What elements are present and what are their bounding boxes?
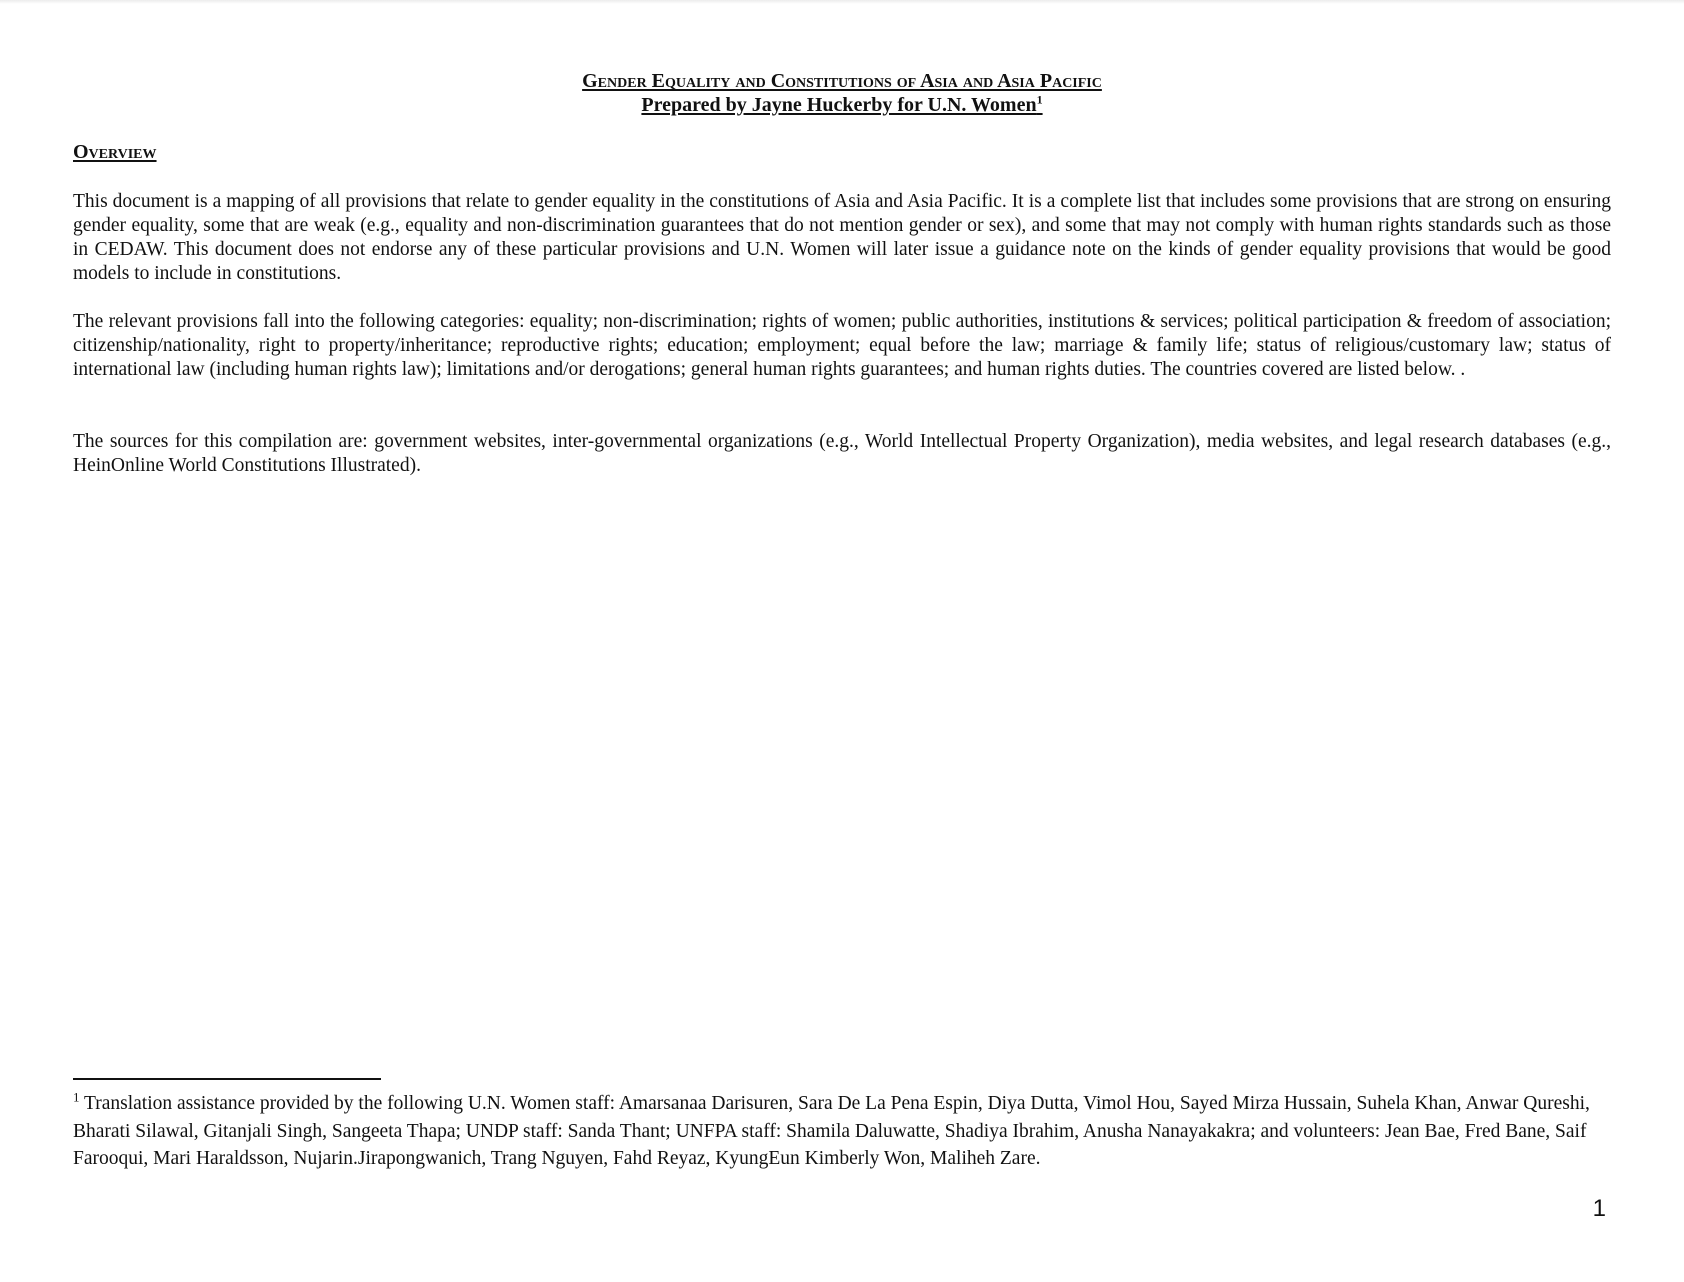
overview-paragraph-2: The relevant provisions fall into the following categories: equality; non-discrimination; rights of women; public authorities, institutions & services; political participation & freedom of association; citizenship/nationality, right to property/inheritance; reproductive rights; education; employment; equal before the law; marriage & family life; status of religious/customary law; status of international law (including human rights law); limitations and/or derogations; general human rights guarantees; and human rights duties. The countries covered are listed below. . — [73, 311, 1611, 380]
document-title — [73, 69, 1611, 93]
page-number: 1 — [1592, 1195, 1606, 1222]
overview-paragraph-1: This document is a mapping of all provisions that relate to gender equality in the constitutions of Asia and Asia Pacific. It is a complete list that includes some provisions that are strong on ensuring gender equality, some that are weak (e.g., equality and non-discrimination guarantees that do not mention gender or sex), and some that may not comply with human rights standards such as those in CEDAW. This document does not endorse any of these particular provisions and U.N. Women will later issue a guidance note on the kinds of gender equality provisions that would be good models to include in constitutions. — [73, 191, 1611, 284]
document-subtitle-text: Prepared by Jayne Huckerby for U.N. Women — [641, 94, 1037, 116]
footnote — [73, 1090, 1611, 1173]
document-page — [73, 0, 1611, 1282]
document-title-text: Gender Equality and Constitutions of Asia and Asia Pacific — [582, 70, 1102, 92]
document-title-block — [73, 69, 1611, 117]
section-heading-overview: Overview — [73, 141, 157, 163]
footnote-text: Translation assistance provided by the following U.N. Women staff: Amarsanaa Darisuren, Sara De La Pena Espin, Diya Dutta, Vimol Hou, Sayed Mirza Hussain, Suhela Khan, Anwar Qureshi, Bharati Silawal, Gitanjali Singh, Sangeeta Thapa; UNDP staff: Sanda Thant; UNFPA staff: Shamila Daluwatte, Shadiya Ibrahim, Anusha Nanayakakra; and volunteers: Jean Bae, Fred Bane, Saif Farooqui, Mari Haraldsson, Nujarin.Jirapongwanich, Trang Nguyen, Fahd Reyaz, KyungEun Kimberly Won, Maliheh Zare. — [73, 1093, 1590, 1169]
footnote-reference[interactable]: 1 — [1036, 92, 1043, 107]
document-subtitle — [73, 93, 1611, 117]
footnote-number: 1 — [73, 1089, 80, 1105]
footnote-separator — [73, 1078, 381, 1080]
overview-paragraph-3: The sources for this compilation are: government websites, inter-governmental organizations (e.g., World Intellectual Property Organization), media websites, and legal research databases (e.g., HeinOnline World Constitutions Illustrated). — [73, 431, 1611, 476]
